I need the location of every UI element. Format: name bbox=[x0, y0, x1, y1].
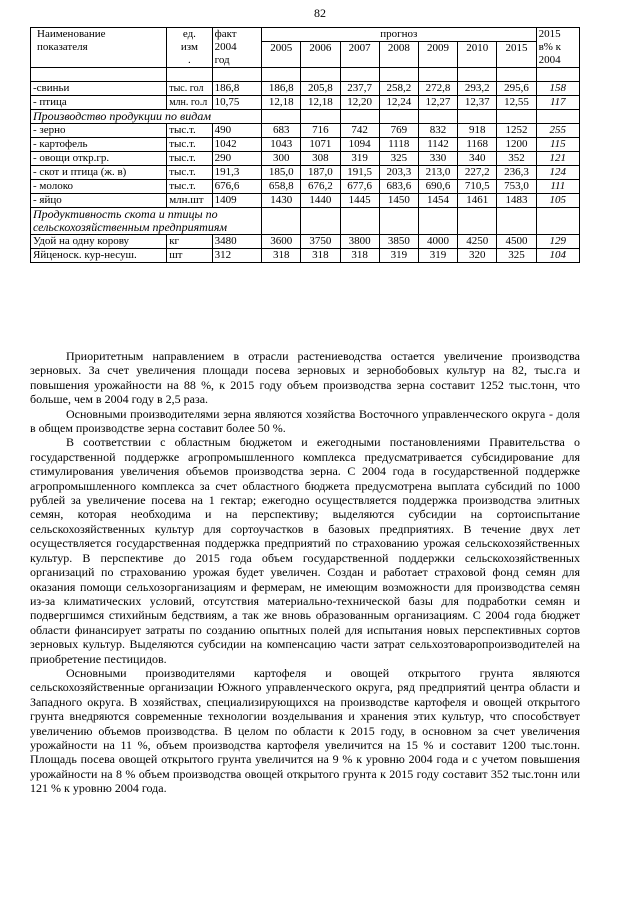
section-production: Производство продукции по видам bbox=[31, 110, 262, 124]
cell-value: 185,0 bbox=[262, 166, 301, 180]
cell-value: 832 bbox=[418, 124, 457, 138]
cell-value: 1200 bbox=[497, 138, 536, 152]
table-row bbox=[31, 166, 580, 180]
cell-ratio: 158 bbox=[536, 82, 579, 96]
table-row bbox=[31, 249, 580, 263]
cell-value: 318 bbox=[340, 249, 379, 263]
cell-unit: тыс. гол bbox=[167, 82, 212, 96]
cell-value: 1252 bbox=[497, 124, 536, 138]
cell-value: 236,3 bbox=[497, 166, 536, 180]
cell-value: 1461 bbox=[458, 194, 497, 208]
cell-value: 352 bbox=[497, 152, 536, 166]
cell-ratio: 121 bbox=[536, 152, 579, 166]
cell-ratio: 124 bbox=[536, 166, 579, 180]
cell-value: 716 bbox=[301, 124, 340, 138]
cell-value: 658,8 bbox=[262, 180, 301, 194]
header-fact: факт 2004 год bbox=[212, 28, 262, 68]
cell-name: - птица bbox=[31, 96, 167, 110]
table-row bbox=[31, 194, 580, 208]
table-row bbox=[31, 138, 580, 152]
cell-value: 320 bbox=[458, 249, 497, 263]
cell-unit: млн. го.л bbox=[167, 96, 212, 110]
cell-value: 293,2 bbox=[458, 82, 497, 96]
cell-fact: 186,8 bbox=[212, 82, 262, 96]
cell-ratio: 117 bbox=[536, 96, 579, 110]
cell-value: 12,37 bbox=[458, 96, 497, 110]
cell-fact: 290 bbox=[212, 152, 262, 166]
cell-name: - зерно bbox=[31, 124, 167, 138]
paragraph: Основными производителями зерна являются хозяйства Восточного управленческого округа - доля в общем производстве зерна составит более 50 %. bbox=[30, 406, 580, 436]
cell-ratio: 255 bbox=[536, 124, 579, 138]
cell-name: - картофель bbox=[31, 138, 167, 152]
cell-value: 319 bbox=[418, 249, 457, 263]
cell-fact: 3480 bbox=[212, 235, 262, 249]
cell-value: 4500 bbox=[497, 235, 536, 249]
cell-fact: 490 bbox=[212, 124, 262, 138]
paragraph: В соответствии с областным бюджетом и ежегодными постановлениями Правительства о государственной поддержке агропромышленного комплекса предусматривается субсидирование для стимулирования увеличения объемов производства зерна. С 2004 года в государственной поддержке агропромышленного комплекса за счет областного бюджета предусмотрена выплата субсидий по 1000 рублей за увеличение посева на 1 гектар; ежегодно осуществляется поддержка производства элитных семян, которая необходима и на перспективу; выделяются субсидии на сортоиспытание сельскохозяйственных культур для сортоучастков в базовых предприятиях. В течение двух лет осуществляется государственная поддержка предприятий по страхованию урожая сельскохозяйственных культур. В перспективе до 2015 года объем государственной поддержки сельскохозяйственных организаций по страхованию урожая будет увеличен. Создан и работает страховой фонд семян для оказания помощи сельхозорганизациям и фермерам, не имеющим возможности для производства семян из-за климатических условий, отсутствия материально-технической базы для подработки семян и подвергшимся стихийным бедствиям, а так же вновь образованным организациям. С 2004 года бюджет области финансирует затраты по созданию опытных полей для испытания новых перспективных сортов зерновых культур. Выделяются субсидии на компенсацию части затрат сельхозтоваропроизводителей на приобретение пестицидов. bbox=[30, 435, 580, 666]
table-section-row bbox=[31, 208, 580, 235]
cell-value: 12,18 bbox=[262, 96, 301, 110]
header-forecast: прогноз bbox=[262, 28, 536, 42]
cell-value: 1430 bbox=[262, 194, 301, 208]
table-section-row bbox=[31, 110, 580, 124]
cell-value: 683,6 bbox=[379, 180, 418, 194]
cell-name: -свиньи bbox=[31, 82, 167, 96]
cell-value: 742 bbox=[340, 124, 379, 138]
section-productivity: Продуктивность скота и птицы по сельскохозяйственным предприятиям bbox=[31, 208, 262, 235]
cell-value: 1071 bbox=[301, 138, 340, 152]
cell-value: 3600 bbox=[262, 235, 301, 249]
cell-unit: тыс.т. bbox=[167, 180, 212, 194]
cell-value: 1142 bbox=[418, 138, 457, 152]
cell-value: 677,6 bbox=[340, 180, 379, 194]
cell-value: 710,5 bbox=[458, 180, 497, 194]
cell-value: 1445 bbox=[340, 194, 379, 208]
cell-value: 340 bbox=[458, 152, 497, 166]
cell-ratio: 104 bbox=[536, 249, 579, 263]
cell-value: 295,6 bbox=[497, 82, 536, 96]
page-number: 82 bbox=[314, 6, 326, 20]
paragraph: Основными производителями картофеля и овощей открытого грунта являются сельскохозяйственные организации Южного управленческого округа, ряд предприятий центра области и Западного округа. В хозяйствах, специализирующихся на производстве картофеля и овощей открытого грунта внедряются современные технологии возделывания и хранения этих культур, что способствует увеличению объемов производства. В целом по области к 2015 году, в основном за счет увеличения урожайности на 11 %, объем производства картофеля увеличится на 15 % и составит 1200 тыс.тонн. Площадь посева овощей открытого грунта увеличится на 9 % к уровню 2004 года и с учетом повышения урожайности на 8 % объем производства овощей открытого грунта к 2015 году составит 352 тыс.тонн или 121 % к уровню 2004 года. bbox=[30, 665, 580, 796]
cell-value: 690,6 bbox=[418, 180, 457, 194]
cell-name: Яйценоск. кур-несуш. bbox=[31, 249, 167, 263]
header-name: Наименование показателя bbox=[31, 28, 167, 68]
cell-fact: 10,75 bbox=[212, 96, 262, 110]
cell-value: 203,3 bbox=[379, 166, 418, 180]
cell-value: 205,8 bbox=[301, 82, 340, 96]
header-year: 2005 bbox=[262, 42, 301, 68]
cell-value: 191,5 bbox=[340, 166, 379, 180]
cell-value: 319 bbox=[340, 152, 379, 166]
cell-name: - молоко bbox=[31, 180, 167, 194]
cell-value: 3850 bbox=[379, 235, 418, 249]
cell-name: - скот и птица (ж. в) bbox=[31, 166, 167, 180]
cell-value: 1440 bbox=[301, 194, 340, 208]
cell-unit: тыс.т. bbox=[167, 152, 212, 166]
cell-value: 12,20 bbox=[340, 96, 379, 110]
cell-value: 318 bbox=[301, 249, 340, 263]
cell-value: 213,0 bbox=[418, 166, 457, 180]
cell-value: 4000 bbox=[418, 235, 457, 249]
cell-ratio: 129 bbox=[536, 235, 579, 249]
header-year: 2008 bbox=[379, 42, 418, 68]
table-spacer-row bbox=[31, 68, 580, 82]
body-text bbox=[30, 349, 580, 796]
cell-unit: тыс.т. bbox=[167, 138, 212, 152]
cell-value: 1043 bbox=[262, 138, 301, 152]
cell-value: 676,2 bbox=[301, 180, 340, 194]
cell-value: 769 bbox=[379, 124, 418, 138]
cell-value: 1450 bbox=[379, 194, 418, 208]
cell-value: 237,7 bbox=[340, 82, 379, 96]
cell-name: Удой на одну корову bbox=[31, 235, 167, 249]
forecast-table bbox=[30, 27, 580, 263]
cell-fact: 312 bbox=[212, 249, 262, 263]
cell-fact: 191,3 bbox=[212, 166, 262, 180]
header-year: 2009 bbox=[418, 42, 457, 68]
cell-unit: млн.шт bbox=[167, 194, 212, 208]
cell-value: 227,2 bbox=[458, 166, 497, 180]
header-year: 2007 bbox=[340, 42, 379, 68]
table-row bbox=[31, 152, 580, 166]
cell-ratio: 111 bbox=[536, 180, 579, 194]
cell-unit: тыс.т. bbox=[167, 124, 212, 138]
cell-value: 272,8 bbox=[418, 82, 457, 96]
paragraph: Приоритетным направлением в отрасли растениеводства остается увеличение производства зерновых. За счет увеличения площади посева зерновых и зернобобовых культур на 82, тыс.га и повышения урожайности на 88 %, к 2015 году объем производства зерна составит 1252 тыс.тонн, что больше, чем в 2004 году в 2,5 раза. bbox=[30, 349, 580, 407]
cell-unit: кг bbox=[167, 235, 212, 249]
cell-value: 258,2 bbox=[379, 82, 418, 96]
cell-value: 12,27 bbox=[418, 96, 457, 110]
table-row bbox=[31, 124, 580, 138]
cell-ratio: 115 bbox=[536, 138, 579, 152]
cell-value: 186,8 bbox=[262, 82, 301, 96]
header-year: 2006 bbox=[301, 42, 340, 68]
cell-value: 325 bbox=[379, 152, 418, 166]
cell-fact: 1409 bbox=[212, 194, 262, 208]
cell-value: 1168 bbox=[458, 138, 497, 152]
cell-value: 753,0 bbox=[497, 180, 536, 194]
cell-fact: 1042 bbox=[212, 138, 262, 152]
cell-value: 12,24 bbox=[379, 96, 418, 110]
table-row bbox=[31, 96, 580, 110]
header-ratio: 2015 в% к 2004 bbox=[536, 28, 579, 68]
cell-value: 187,0 bbox=[301, 166, 340, 180]
table-row bbox=[31, 235, 580, 249]
cell-value: 12,18 bbox=[301, 96, 340, 110]
cell-value: 319 bbox=[379, 249, 418, 263]
cell-unit: тыс.т. bbox=[167, 166, 212, 180]
header-unit: ед. изм . bbox=[167, 28, 212, 68]
cell-ratio: 105 bbox=[536, 194, 579, 208]
cell-value: 918 bbox=[458, 124, 497, 138]
cell-value: 683 bbox=[262, 124, 301, 138]
cell-value: 308 bbox=[301, 152, 340, 166]
cell-value: 1094 bbox=[340, 138, 379, 152]
cell-fact: 676,6 bbox=[212, 180, 262, 194]
cell-value: 1118 bbox=[379, 138, 418, 152]
table-row bbox=[31, 82, 580, 96]
cell-value: 325 bbox=[497, 249, 536, 263]
cell-value: 12,55 bbox=[497, 96, 536, 110]
cell-unit: шт bbox=[167, 249, 212, 263]
cell-name: - яйцо bbox=[31, 194, 167, 208]
cell-value: 3750 bbox=[301, 235, 340, 249]
cell-value: 330 bbox=[418, 152, 457, 166]
table-row bbox=[31, 180, 580, 194]
cell-value: 4250 bbox=[458, 235, 497, 249]
header-year: 2010 bbox=[458, 42, 497, 68]
cell-value: 1483 bbox=[497, 194, 536, 208]
cell-name: - овощи откр.гр. bbox=[31, 152, 167, 166]
header-year: 2015 bbox=[497, 42, 536, 68]
cell-value: 1454 bbox=[418, 194, 457, 208]
cell-value: 300 bbox=[262, 152, 301, 166]
cell-value: 3800 bbox=[340, 235, 379, 249]
cell-value: 318 bbox=[262, 249, 301, 263]
